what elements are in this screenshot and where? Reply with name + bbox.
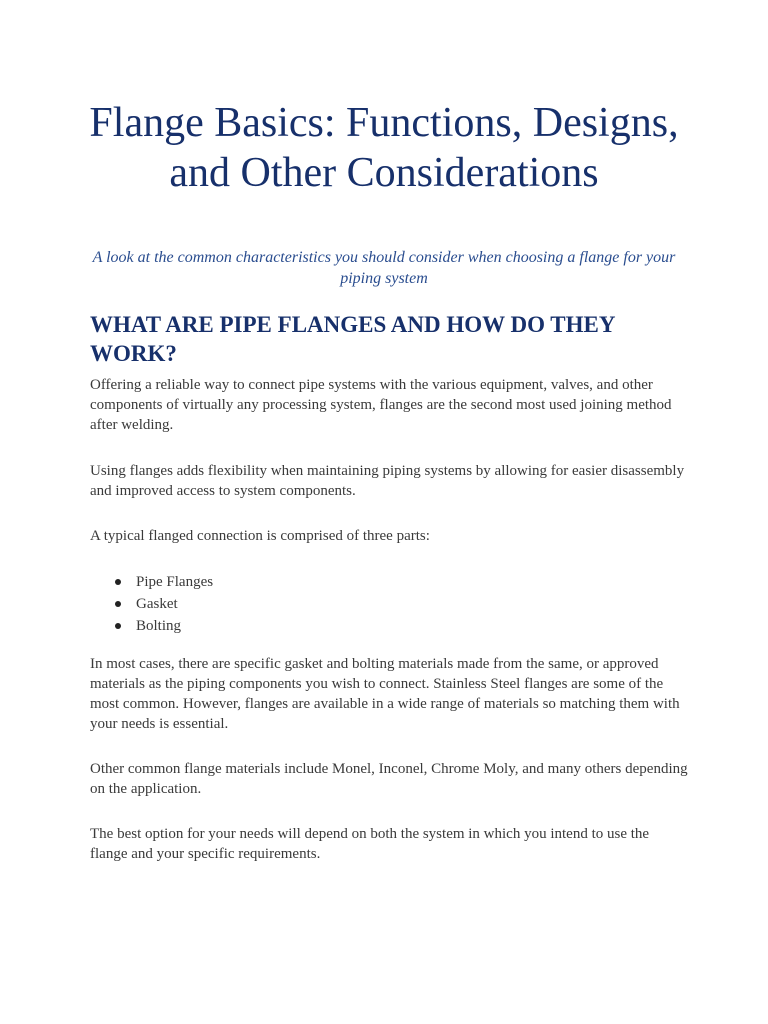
paragraph-flexibility: Using flanges adds flexibility when maintaining piping systems by allowing for easier disassembly and improved access to system components. [90, 463, 685, 499]
paragraph-best-option: The best option for your needs will depend on both the system in which you intend to use the flange and your specific requirements. [90, 826, 650, 862]
list-item-label: Gasket [136, 596, 178, 612]
bullet-icon [115, 579, 121, 585]
list-item [90, 571, 690, 593]
list-item-label: Bolting [136, 618, 182, 634]
list-item-label: Pipe Flanges [136, 574, 214, 590]
paragraph-other-materials: Other common flange materials include Monel, Inconel, Chrome Moly, and many others depending on the application. [90, 761, 688, 797]
paragraph-intro: Offering a reliable way to connect pipe systems with the various equipment, valves, and other components of virtually any processing system, flanges are the second most used joining method after welding. [90, 377, 672, 433]
section-heading: WHAT ARE PIPE FLANGES AND HOW DO THEY WORK? [90, 312, 615, 366]
paragraph-three-parts: A typical flanged connection is comprised of three parts: [90, 528, 430, 544]
document-subtitle: A look at the common characteristics you should consider when choosing a flange for your piping system [92, 249, 676, 287]
bullet-icon [115, 601, 121, 607]
list-item [90, 593, 690, 615]
parts-bullet-list [90, 571, 690, 637]
list-item [90, 615, 690, 637]
document-title: Flange Basics: Functions, Designs, and Other Considerations [89, 100, 679, 196]
bullet-icon [115, 623, 121, 629]
paragraph-materials: In most cases, there are specific gasket and bolting materials made from the same, or approved materials as the piping components you wish to connect. Stainless Steel flanges are some of the most common. However, flanges are available in a wide range of materials so matching them with your needs is essential. [90, 656, 680, 732]
